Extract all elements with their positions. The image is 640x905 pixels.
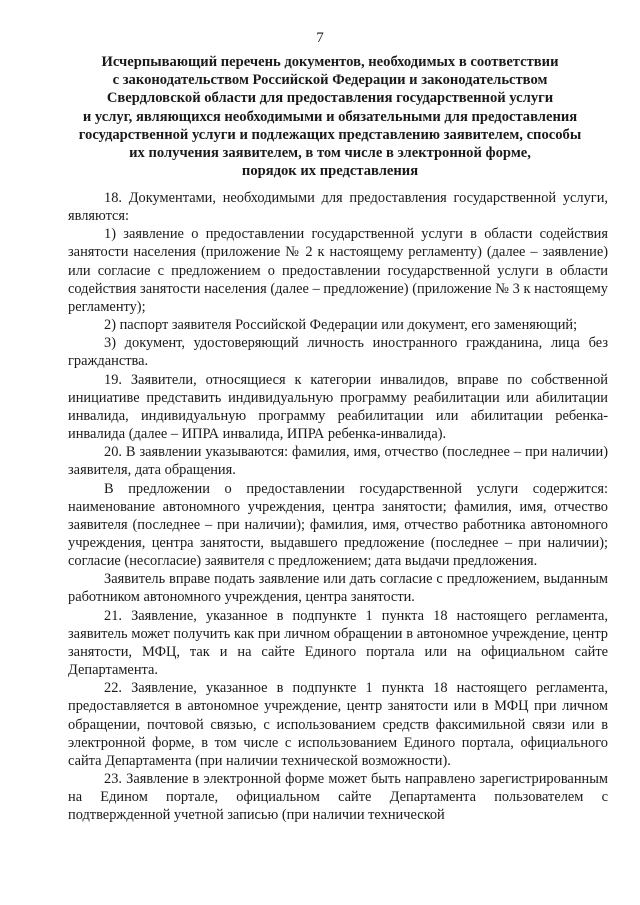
- paragraph-18-item-2: 2) паспорт заявителя Российской Федерации или документ, его заменяющий;: [104, 317, 578, 334]
- heading-line: порядок их представления: [241, 163, 419, 180]
- paragraph-20-proposal: В предложении о предоставлении государственной услуги содержится: наименование автономного учреждения, центра занятости; фамилия, имя, отчество заявителя (последнее – при наличии); фамилия, имя, отчество работника автономного учреждения, центра занятости, выдавшего предложение (последнее – при наличии); согласие (несогласие) заявителя с предложением; дата выдачи предложения.: [68, 480, 608, 570]
- paragraph-23: 23. Заявление в электронной форме может быть направлено зарегистрированным на Едином портале, официальном сайте Департамента пользователем с подтвержденной учетной записью (при наличии технической: [68, 771, 608, 824]
- document-body: [68, 189, 608, 824]
- paragraph-19: 19. Заявители, относящиеся к категории инвалидов, вправе по собственной инициативе представить индивидуальную программу реабилитации или абилитации инвалида, индивидуальную программу реабилитации или абилитации ребенка-инвалида (далее – ИПРА инвалида, ИПРА ребенка-инвалида).: [68, 371, 608, 443]
- paragraph-18-item-3: 3) документ, удостоверяющий личность иностранного гражданина, лица без гражданства.: [68, 335, 608, 370]
- paragraph-22: 22. Заявление, указанное в подпункте 1 пункта 18 настоящего регламента, предоставляется в автономное учреждение, центр занятости или в МФЦ при личном обращении, почтовой связью, с использованием средств факсимильной связи или в электронной форме, в том числе с использованием Единого портала, официального сайта Департамента (при наличии технической возможности).: [68, 680, 608, 769]
- heading-line: их получения заявителем, в том числе в электронной форме,: [129, 145, 531, 162]
- heading-line: Исчерпывающий перечень документов, необходимых в соответствии: [101, 54, 559, 70]
- section-heading: [60, 53, 600, 180]
- paragraph-20: 20. В заявлении указываются: фамилия, имя, отчество (последнее – при наличии) заявителя, дата обращения.: [68, 444, 608, 479]
- heading-line: Свердловской области для предоставления государственной услуги: [106, 90, 554, 107]
- paragraph-20-applicant: Заявитель вправе подать заявление или дать согласие с предложением, выданным работником автономного учреждения, центра занятости.: [68, 571, 608, 606]
- page-number: 7: [316, 30, 324, 46]
- heading-line: и услуг, являющихся необходимыми и обязательными для предоставления: [82, 108, 578, 125]
- paragraph-18: 18. Документами, необходимыми для предоставления государственной услуги, являются:: [68, 190, 608, 225]
- heading-line: с законодательством Российской Федерации и законодательством: [112, 72, 548, 89]
- heading-line: государственной услуги и подлежащих представлению заявителем, способы: [78, 126, 582, 143]
- paragraph-18-item-1: 1) заявление о предоставлении государственной услуги в области содействия занятости населения (приложение № 2 к настоящему регламенту) (далее – заявление) или согласие с предложением о предоставлении государственной услуги в области содействия занятости населения (далее – предложение) (приложение № 3 к настоящему регламенту);: [68, 226, 608, 315]
- paragraph-21: 21. Заявление, указанное в подпункте 1 пункта 18 настоящего регламента, заявитель может получить как при личном обращении в автономное учреждение, центр занятости, МФЦ, так и на сайте Единого портала или на официальном сайте Департамента.: [68, 607, 608, 679]
